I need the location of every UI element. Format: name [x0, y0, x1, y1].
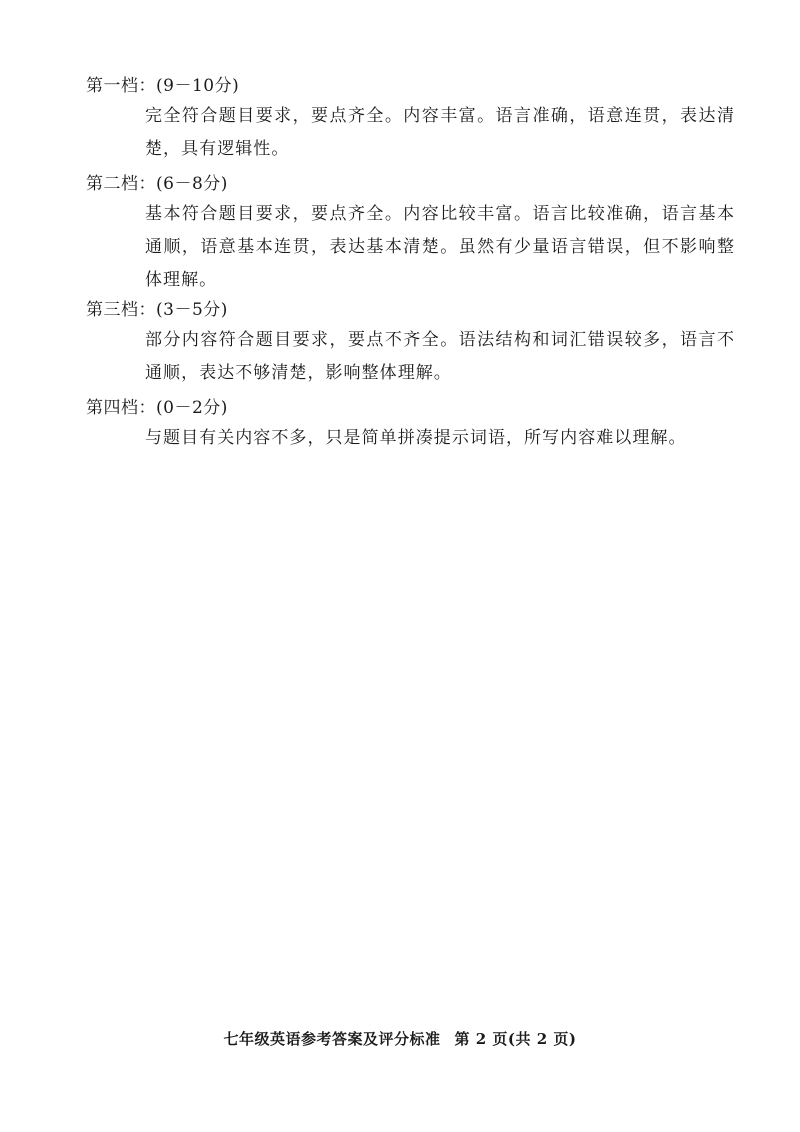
level-heading: 第一档：(9－10分) — [86, 76, 240, 96]
level-heading: 第二档：(6－8分) — [86, 174, 228, 194]
level-description: 基本符合题目要求，要点齐全。内容比较丰富。语言比较准确，语言基本通顺，语意基本连贯，表达基本清楚。虽然有少量语言错误，但不影响整体理解。 — [145, 204, 735, 290]
document-title: 七年级英语参考答案及评分标准 — [223, 1030, 441, 1048]
level-heading: 第三档：(3－5分) — [86, 300, 228, 320]
page-number: 第 2 页(共 2 页) — [454, 1030, 577, 1048]
level-description: 完全符合题目要求，要点齐全。内容丰富。语言准确，语意连贯，表达清楚，具有逻辑性。 — [145, 106, 735, 159]
level-description: 与题目有关内容不多，只是简单拼凑提示词语，所写内容难以理解。 — [145, 428, 687, 448]
level-heading: 第四档：(0－2分) — [86, 398, 228, 418]
level-description: 部分内容符合题目要求，要点不齐全。语法结构和词汇错误较多，语言不通顺，表达不够清楚，影响整体理解。 — [145, 330, 735, 383]
page-footer — [0, 1028, 800, 1049]
